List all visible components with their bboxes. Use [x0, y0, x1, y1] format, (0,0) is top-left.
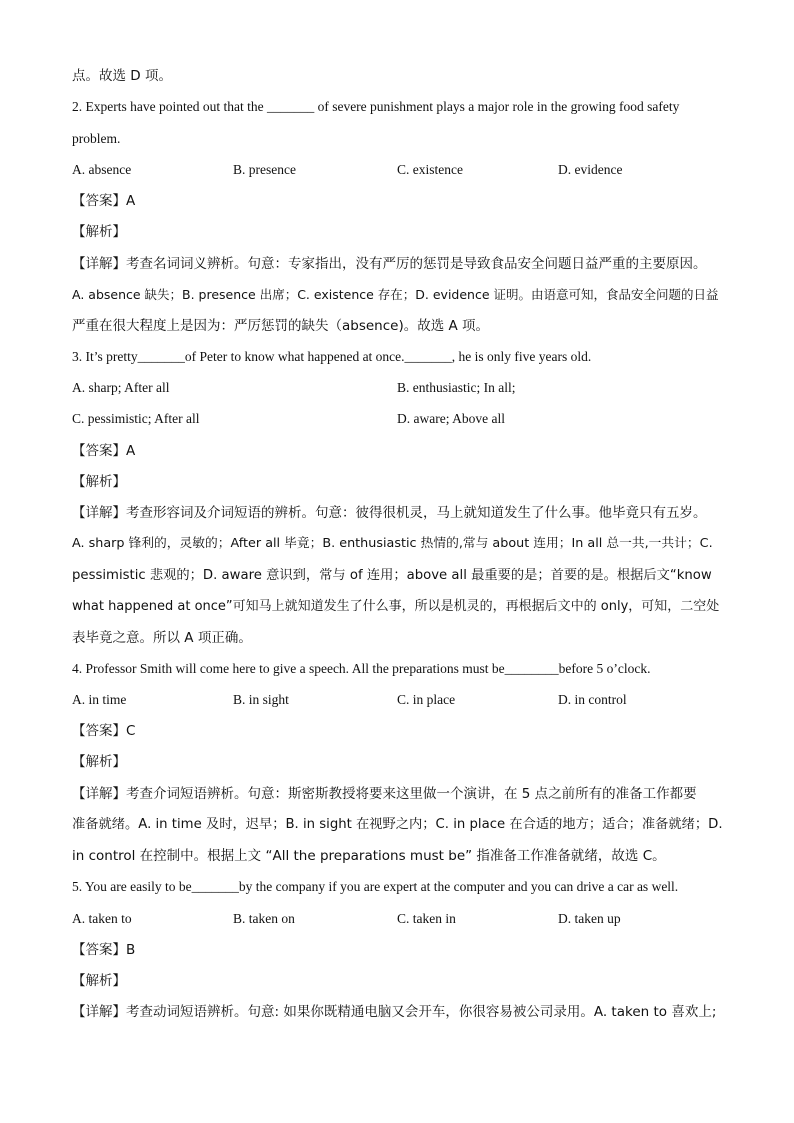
question-3-detail: pessimistic 悲观的；D. aware 意识到，常与 of 连用；above all 最重要的是；首要的是。根据后文“know	[72, 568, 712, 583]
prev-conclusion: 点。故选 D 项。	[72, 68, 172, 84]
option-d: D. evidence	[558, 162, 623, 177]
question-3-analysis-label: 【解析】	[72, 474, 126, 490]
option-a: A. sharp; After all	[72, 380, 170, 395]
question-3-detail: 【详解】考查形容词及介词短语的辨析。句意：彼得很机灵，马上就知道发生了什么事。他毕竟只有五岁。	[72, 505, 707, 521]
question-5-answer: 【答案】B	[72, 942, 136, 958]
option-b: B. enthusiastic; In all;	[397, 380, 516, 395]
option-d: D. aware; Above all	[397, 411, 505, 426]
question-5-analysis-label: 【解析】	[72, 973, 126, 989]
question-4-answer: 【答案】C	[72, 723, 136, 739]
question-4-detail: 准备就绪。A. in time 及时，迟早；B. in sight 在视野之内；C. in place 在合适的地方；适合；准备就绪；D.	[72, 817, 723, 832]
option-c: C. existence	[397, 162, 463, 177]
option-a: A. taken to	[72, 911, 132, 926]
option-d: D. in control	[558, 692, 627, 707]
option-b: B. presence	[233, 162, 296, 177]
question-5-stem: 5. You are easily to be_______by the company if you are expert at the computer and you can drive a car as well.	[72, 879, 679, 894]
option-b: B. in sight	[233, 692, 289, 707]
question-3-detail: 表毕竟之意。所以 A 项正确。	[72, 630, 252, 646]
question-3-answer: 【答案】A	[72, 443, 136, 459]
question-2-detail: 严重在很大程度上是因为：严厉惩罚的缺失（absence)。故选 A 项。	[72, 318, 490, 334]
option-d: D. taken up	[558, 911, 621, 926]
option-b: B. taken on	[233, 911, 295, 926]
question-2-detail: 【详解】考查名词词义辨析。句意：专家指出，没有严厉的惩罚是导致食品安全问题日益严重的主要原因。	[72, 256, 707, 272]
question-3-detail: A. sharp 锋利的，灵敏的；After all 毕竟；B. enthusiastic 热情的,常与 about 连用；In all 总一共,一共计；C.	[72, 536, 713, 551]
option-c: C. in place	[397, 692, 456, 707]
question-4-detail: 【详解】考查介词短语辨析。句意：斯密斯教授将要来这里做一个演讲，在 5 点之前所有的准备工作都要	[72, 786, 697, 802]
question-5-detail: 【详解】考查动词短语辨析。句意: 如果你既精通电脑又会开车，你很容易被公司录用。A. taken to 喜欢上;	[72, 1004, 717, 1020]
option-a: A. absence	[72, 162, 132, 177]
question-2-stem: 2. Experts have pointed out that the _______ of severe punishment plays a major role in the growing food safety	[72, 99, 680, 114]
option-c: C. pessimistic; After all	[72, 411, 200, 426]
question-2-stem-cont: problem.	[72, 131, 121, 146]
question-4-detail: in control 在控制中。根据上文 “All the preparations must be” 指准备工作准备就绪，故选 C。	[72, 848, 666, 864]
question-4-analysis-label: 【解析】	[72, 754, 126, 770]
question-2-analysis-label: 【解析】	[72, 224, 126, 240]
option-a: A. in time	[72, 692, 127, 707]
question-3-stem: 3. It’s pretty_______of Peter to know what happened at once._______, he is only five years old.	[72, 349, 592, 364]
question-2-detail: A. absence 缺失；B. presence 出席；C. existence 存在；D. evidence 证明。由语意可知，食品安全问题的日益	[72, 287, 719, 302]
question-2-answer: 【答案】A	[72, 193, 136, 209]
question-4-stem: 4. Professor Smith will come here to give a speech. All the preparations must be________before 5 o’clock.	[72, 661, 651, 676]
option-c: C. taken in	[397, 911, 456, 926]
question-3-detail: what happened at once”可知马上就知道发生了什么事，所以是机灵的，再根据后文中的 only，可知，二空处	[72, 599, 720, 614]
